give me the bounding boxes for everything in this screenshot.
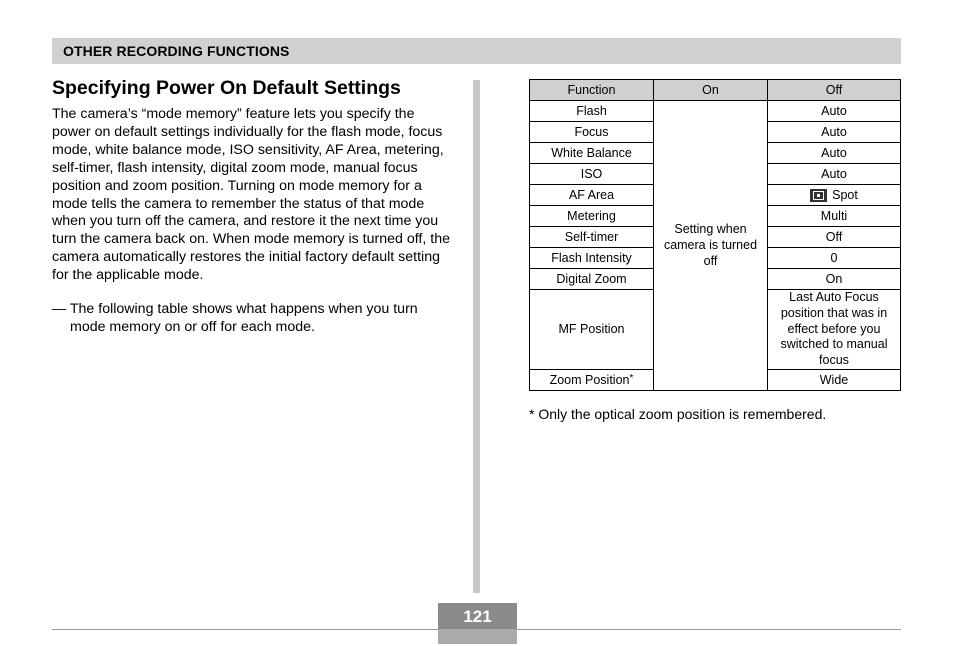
off-cell: Auto xyxy=(768,101,901,122)
column-divider xyxy=(473,80,480,593)
function-label: Zoom Position xyxy=(549,372,630,387)
off-cell: Last Auto Focus position that was in effect before you switched to manual focus xyxy=(768,290,901,370)
function-cell: AF Area xyxy=(530,185,654,206)
function-cell: Flash Intensity xyxy=(530,248,654,269)
function-cell xyxy=(530,369,654,390)
table-footnote: * Only the optical zoom position is remembered. xyxy=(529,406,827,422)
function-cell: Digital Zoom xyxy=(530,269,654,290)
header-off: Off xyxy=(768,80,901,101)
footnote-mark: * xyxy=(629,372,634,384)
table-header-row xyxy=(530,80,901,101)
function-cell: Focus xyxy=(530,122,654,143)
off-cell-label: Spot xyxy=(832,187,858,202)
function-cell: Self-timer xyxy=(530,227,654,248)
page-number: 121 xyxy=(463,607,492,626)
table-row xyxy=(530,101,901,122)
on-setting-cell: Setting when camera is turned off xyxy=(654,101,768,391)
section-header-label: OTHER RECORDING FUNCTIONS xyxy=(63,43,290,59)
table-note: — The following table shows what happens when you turn mode memory on or off for each mode. xyxy=(52,301,418,335)
off-cell: Multi xyxy=(768,206,901,227)
off-cell: Auto xyxy=(768,164,901,185)
off-cell: 0 xyxy=(768,248,901,269)
off-cell: On xyxy=(768,269,901,290)
page-title: Specifying Power On Default Settings xyxy=(52,77,401,99)
function-cell: Flash xyxy=(530,101,654,122)
off-cell xyxy=(768,185,901,206)
header-on: On xyxy=(654,80,768,101)
off-cell: Auto xyxy=(768,122,901,143)
section-header-bar xyxy=(52,38,901,64)
intro-paragraph: The camera’s “mode memory” feature lets you specify the power on default settings individually for the flash mode, focus mode, white balance mode, ISO sensitivity, AF Area, metering, self-timer, flash intensity, digital zoom mode, manual focus position and zoom position. Turning on mode memory for a mode tells the camera to remember the status of that mode when you turn off the camera, and restore it the next time you turn the camera back on. When mode memory is turned off, the camera automatically restores the initial factory default setting for the applicable mode. xyxy=(52,106,450,284)
function-cell: White Balance xyxy=(530,143,654,164)
off-cell: Off xyxy=(768,227,901,248)
function-cell: Metering xyxy=(530,206,654,227)
mode-memory-table xyxy=(529,79,901,391)
spot-af-icon xyxy=(810,189,827,202)
function-cell: MF Position xyxy=(530,290,654,370)
header-function: Function xyxy=(530,80,654,101)
off-cell: Auto xyxy=(768,143,901,164)
off-cell: Wide xyxy=(768,369,901,390)
function-cell: ISO xyxy=(530,164,654,185)
page-number-box xyxy=(438,603,517,644)
